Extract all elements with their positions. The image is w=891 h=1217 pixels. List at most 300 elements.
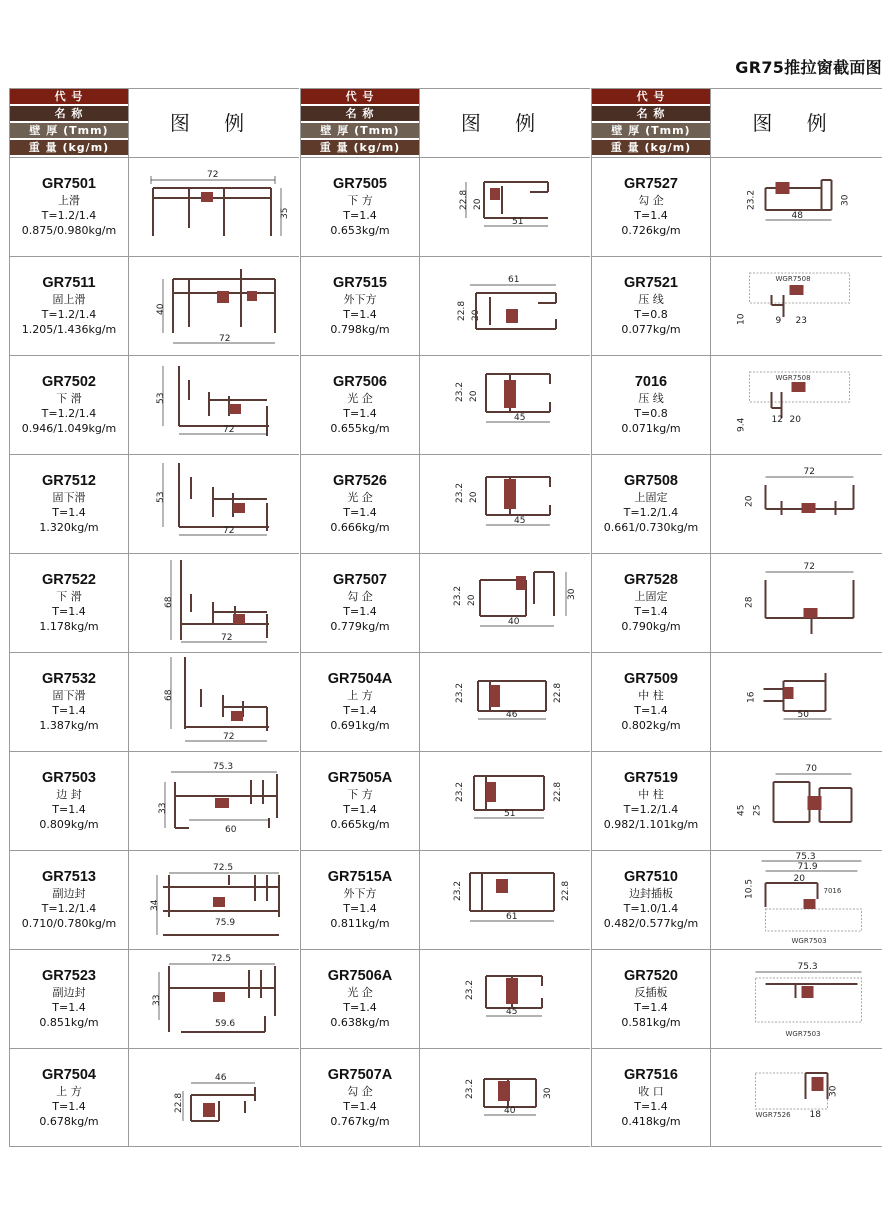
profile-info xyxy=(10,158,128,256)
profile-row xyxy=(301,652,590,751)
header-weight: 重 量 (kg/m) xyxy=(301,140,419,155)
profile-weight: 0.802kg/m xyxy=(621,719,681,732)
profile-drawing xyxy=(419,752,590,850)
profile-name: 勾 企 xyxy=(347,590,373,603)
dim-label: 51 xyxy=(504,809,516,819)
dim-label: 20 xyxy=(469,491,479,503)
profile-weight: 0.798kg/m xyxy=(330,323,390,336)
header-figure: 图 例 xyxy=(419,89,590,157)
dim-label: 75.3 xyxy=(797,962,818,972)
dim-label: 40 xyxy=(156,303,166,315)
profile-table-2 xyxy=(300,88,590,1147)
profile-drawing xyxy=(710,950,882,1048)
profile-info xyxy=(301,950,419,1048)
profile-code: GR7501 xyxy=(41,176,96,192)
header-thickness: 壁 厚 (Tmm) xyxy=(10,123,128,138)
profile-weight: 0.790kg/m xyxy=(621,620,681,633)
dim-label: 45 xyxy=(514,516,526,526)
profile-thickness: T=1.4 xyxy=(52,803,86,816)
profile-name: 下 滑 xyxy=(56,590,82,603)
dim-label: 50 xyxy=(797,710,809,720)
dim-label: 61 xyxy=(508,275,520,285)
profile-name: 压 线 xyxy=(638,293,664,306)
dim-label: 7016 xyxy=(823,887,842,895)
profile-name: 上滑 xyxy=(58,194,80,207)
profile-name: 光 企 xyxy=(347,491,373,504)
profile-row xyxy=(301,949,590,1048)
profile-drawing xyxy=(710,257,882,355)
dim-label: 40 xyxy=(508,617,520,627)
dim-label: 46 xyxy=(506,710,518,720)
profile-row xyxy=(10,652,299,751)
header-code: 代 号 xyxy=(301,89,419,104)
profile-thickness: T=1.4 xyxy=(343,803,377,816)
dim-label: 45 xyxy=(506,1007,518,1017)
profile-weight: 0.482/0.577kg/m xyxy=(603,917,699,930)
dim-label: 75.3 xyxy=(795,852,816,862)
dim-label: 25 xyxy=(752,804,763,816)
profile-drawing xyxy=(128,1049,299,1147)
profile-info xyxy=(592,554,710,652)
profile-row xyxy=(301,355,590,454)
dim-label: 70 xyxy=(805,764,817,774)
profile-drawing xyxy=(128,653,299,751)
dim-label: 72 xyxy=(219,334,231,344)
dim-label: 46 xyxy=(215,1073,227,1083)
profile-weight: 0.851kg/m xyxy=(39,1016,99,1029)
profile-info xyxy=(301,455,419,553)
profile-code: GR7519 xyxy=(623,770,678,786)
profile-weight: 0.767kg/m xyxy=(330,1115,390,1128)
profile-weight: 0.678kg/m xyxy=(39,1115,99,1128)
header-thickness: 壁 厚 (Tmm) xyxy=(592,123,710,138)
dim-label: 72 xyxy=(223,732,235,742)
header-labels xyxy=(592,89,710,157)
profile-thickness: T=1.4 xyxy=(343,902,377,915)
profile-info xyxy=(592,752,710,850)
profile-weight: 0.809kg/m xyxy=(39,818,99,831)
profile-code: GR7503 xyxy=(41,770,96,786)
dim-label: 9 xyxy=(775,316,782,326)
header-figure: 图 例 xyxy=(128,89,299,157)
dim-label: 72.5 xyxy=(213,863,234,873)
profile-table-1 xyxy=(9,88,299,1147)
profile-weight: 1.320kg/m xyxy=(39,521,99,534)
dim-label: 23.2 xyxy=(455,482,465,503)
profile-name: 上 方 xyxy=(56,1085,82,1098)
profile-name: 光 企 xyxy=(347,986,373,999)
profile-name: 外下方 xyxy=(343,293,377,306)
profile-name: 收 口 xyxy=(638,1085,664,1098)
profile-row xyxy=(301,454,590,553)
dim-label: 30 xyxy=(840,194,851,206)
dim-label: 75.3 xyxy=(213,762,234,772)
profile-drawing xyxy=(419,158,590,256)
profile-thickness: T=0.8 xyxy=(634,308,668,321)
dim-label: 22.8 xyxy=(553,682,563,703)
dim-label: 20 xyxy=(793,874,805,884)
profile-info xyxy=(10,1049,128,1147)
profile-name: 下 方 xyxy=(347,788,373,801)
header-weight: 重 量 (kg/m) xyxy=(10,140,128,155)
dim-label: 23.2 xyxy=(465,979,475,1000)
profile-row xyxy=(10,256,299,355)
profile-code: GR7523 xyxy=(41,968,96,984)
profile-info xyxy=(10,653,128,751)
profile-drawing xyxy=(419,356,590,454)
profile-weight: 1.205/1.436kg/m xyxy=(21,323,117,336)
profile-thickness: T=1.4 xyxy=(52,1100,86,1113)
dim-label: 53 xyxy=(156,491,166,503)
dim-label: 23.2 xyxy=(465,1078,475,1099)
profile-info xyxy=(10,554,128,652)
profile-row xyxy=(301,553,590,652)
profile-drawing xyxy=(710,653,882,751)
dim-label: 28 xyxy=(744,596,755,608)
profile-row xyxy=(10,1048,299,1147)
dim-label: 12 xyxy=(771,415,783,425)
profile-weight: 1.178kg/m xyxy=(39,620,99,633)
profile-row xyxy=(301,1048,590,1147)
profile-row xyxy=(10,157,299,256)
dim-label: 20 xyxy=(473,198,483,210)
profile-info xyxy=(301,257,419,355)
profile-row xyxy=(592,949,882,1048)
dim-label: 33 xyxy=(152,994,162,1006)
profile-thickness: T=1.4 xyxy=(52,506,86,519)
profile-row xyxy=(592,454,882,553)
dim-label: 72 xyxy=(803,467,815,477)
dim-label: 10 xyxy=(736,313,747,325)
dim-label: 71.9 xyxy=(797,862,818,872)
profile-thickness: T=1.4 xyxy=(343,308,377,321)
header-code: 代 号 xyxy=(10,89,128,104)
profile-name: 下 方 xyxy=(347,194,373,207)
profile-weight: 0.661/0.730kg/m xyxy=(603,521,699,534)
dim-label: 22.8 xyxy=(459,189,469,210)
profile-name: 边 封 xyxy=(56,788,82,801)
profile-drawing xyxy=(419,653,590,751)
profile-thickness: T=1.4 xyxy=(343,605,377,618)
profile-info xyxy=(10,851,128,949)
profile-weight: 0.691kg/m xyxy=(330,719,390,732)
header-code: 代 号 xyxy=(592,89,710,104)
profile-drawing xyxy=(710,554,882,652)
profile-drawing xyxy=(128,554,299,652)
dim-label: 22.8 xyxy=(174,1092,184,1113)
profile-thickness: T=1.4 xyxy=(52,704,86,717)
dim-label: 53 xyxy=(156,392,166,404)
dim-label: 23.2 xyxy=(455,682,465,703)
profile-code: GR7509 xyxy=(623,671,678,687)
profile-drawing xyxy=(419,1049,590,1147)
dim-label: 23.2 xyxy=(455,381,465,402)
profile-info xyxy=(301,752,419,850)
profile-row xyxy=(10,949,299,1048)
dim-label: 22.8 xyxy=(553,781,563,802)
profile-weight: 0.655kg/m xyxy=(330,422,390,435)
dim-label: WGR7503 xyxy=(791,937,827,945)
profile-thickness: T=1.2/1.4 xyxy=(41,308,97,321)
dim-label: 33 xyxy=(158,802,168,814)
profile-code: GR7528 xyxy=(623,572,678,588)
profile-row xyxy=(592,1048,882,1147)
profile-code: GR7504 xyxy=(41,1067,96,1083)
profile-code: GR7522 xyxy=(41,572,96,588)
dim-label: 30 xyxy=(828,1085,839,1097)
dim-label: 20 xyxy=(467,594,477,606)
dim-label: 23.2 xyxy=(453,585,463,606)
profile-weight: 0.779kg/m xyxy=(330,620,390,633)
profile-code: GR7507 xyxy=(332,572,387,588)
dim-label: 75.9 xyxy=(215,918,236,928)
profile-code: GR7515A xyxy=(327,869,393,885)
dim-label: 72.5 xyxy=(211,954,232,964)
dim-label: 40 xyxy=(504,1106,516,1116)
profile-drawing xyxy=(419,950,590,1048)
profile-drawing xyxy=(419,851,590,949)
profile-drawing xyxy=(128,257,299,355)
profile-code: GR7526 xyxy=(332,473,387,489)
dim-label: WGR7503 xyxy=(785,1030,821,1038)
dim-label: 23.2 xyxy=(453,880,463,901)
profile-drawing xyxy=(419,554,590,652)
profile-info xyxy=(301,356,419,454)
profile-thickness: T=1.0/1.4 xyxy=(623,902,679,915)
profile-info xyxy=(301,158,419,256)
dim-label: 20 xyxy=(789,415,801,425)
profile-name: 副边封 xyxy=(52,887,86,900)
profile-drawing xyxy=(128,851,299,949)
profile-thickness: T=0.8 xyxy=(634,407,668,420)
dim-label: 9.4 xyxy=(736,417,747,432)
header-thickness: 壁 厚 (Tmm) xyxy=(301,123,419,138)
profile-info xyxy=(10,356,128,454)
profile-thickness: T=1.4 xyxy=(52,1001,86,1014)
profile-code: GR7511 xyxy=(42,275,96,291)
profile-info xyxy=(592,1049,710,1147)
dim-label: 48 xyxy=(791,211,803,221)
dim-label: 45 xyxy=(736,804,747,816)
profile-drawing xyxy=(419,455,590,553)
profile-code: GR7532 xyxy=(41,671,96,687)
profile-thickness: T=1.2/1.4 xyxy=(623,803,679,816)
profile-code: GR7512 xyxy=(41,473,96,489)
profile-thickness: T=1.4 xyxy=(634,605,668,618)
profile-thickness: T=1.2/1.4 xyxy=(623,506,679,519)
profile-weight: 0.982/1.101kg/m xyxy=(603,818,699,831)
profile-name: 外下方 xyxy=(343,887,377,900)
profile-thickness: T=1.4 xyxy=(343,506,377,519)
profile-info xyxy=(592,455,710,553)
profile-name: 上固定 xyxy=(634,590,668,603)
dim-label: 20 xyxy=(744,495,755,507)
profile-name: 上固定 xyxy=(634,491,668,504)
profile-row xyxy=(10,751,299,850)
profile-thickness: T=1.4 xyxy=(634,704,668,717)
profile-name: 压 线 xyxy=(638,392,664,405)
profile-row xyxy=(301,751,590,850)
dim-label: 18 xyxy=(809,1110,821,1120)
profile-name: 边封插板 xyxy=(629,887,673,900)
profile-drawing xyxy=(128,356,299,454)
profile-table-3 xyxy=(591,88,882,1147)
profile-code: GR7505A xyxy=(327,770,393,786)
profile-row xyxy=(592,652,882,751)
profile-drawing xyxy=(128,950,299,1048)
profile-weight: 0.666kg/m xyxy=(330,521,390,534)
profile-code: GR7515 xyxy=(332,275,387,291)
profile-weight: 0.071kg/m xyxy=(621,422,681,435)
profile-info xyxy=(301,851,419,949)
profile-drawing xyxy=(128,455,299,553)
dim-label: 30 xyxy=(567,588,577,600)
dim-label: 23 xyxy=(795,316,807,326)
header-labels xyxy=(301,89,419,157)
dim-label: 34 xyxy=(150,899,160,911)
header-name: 名 称 xyxy=(10,106,128,121)
profile-row xyxy=(10,553,299,652)
profile-name: 固上滑 xyxy=(52,293,86,306)
profile-weight: 0.710/0.780kg/m xyxy=(21,917,117,930)
profile-code: GR7527 xyxy=(623,176,678,192)
header-figure: 图 例 xyxy=(710,89,882,157)
profile-thickness: T=1.4 xyxy=(343,407,377,420)
profile-name: 固下滑 xyxy=(52,689,86,702)
profile-row xyxy=(301,157,590,256)
profile-drawing xyxy=(710,356,882,454)
dim-label: 23.2 xyxy=(455,781,465,802)
profile-drawing xyxy=(128,752,299,850)
profile-row xyxy=(10,850,299,949)
profile-row xyxy=(592,157,882,256)
profile-drawing xyxy=(710,752,882,850)
dim-label: 22.8 xyxy=(561,880,571,901)
profile-row xyxy=(301,850,590,949)
profile-info xyxy=(592,851,710,949)
profile-code: GR7502 xyxy=(41,374,96,390)
profile-info xyxy=(592,158,710,256)
profile-info xyxy=(301,554,419,652)
dim-label: 72 xyxy=(207,170,219,180)
profile-row xyxy=(10,454,299,553)
profile-thickness: T=1.4 xyxy=(343,209,377,222)
profile-weight: 0.077kg/m xyxy=(621,323,681,336)
dim-label: WGR7508 xyxy=(775,374,811,382)
profile-row xyxy=(592,553,882,652)
profile-code: 7016 xyxy=(634,374,668,390)
dim-label: 72 xyxy=(223,526,235,536)
profile-name: 反插板 xyxy=(634,986,668,999)
profile-code: GR7506 xyxy=(332,374,387,390)
table-header xyxy=(592,89,882,157)
profile-name: 下 滑 xyxy=(56,392,82,405)
dim-label: 45 xyxy=(514,413,526,423)
profile-code: GR7513 xyxy=(41,869,96,885)
profile-thickness: T=1.4 xyxy=(634,1100,668,1113)
dim-label: 16 xyxy=(746,691,757,703)
profile-name: 中 柱 xyxy=(638,689,664,702)
profile-weight: 0.581kg/m xyxy=(621,1016,681,1029)
profile-thickness: T=1.2/1.4 xyxy=(41,407,97,420)
profile-row xyxy=(10,355,299,454)
dim-label: 61 xyxy=(506,912,518,922)
dim-label: WGR7526 xyxy=(755,1111,791,1119)
profile-thickness: T=1.4 xyxy=(343,1100,377,1113)
dim-label: 35 xyxy=(280,207,290,219)
dim-label: 68 xyxy=(164,689,174,701)
profile-weight: 0.418kg/m xyxy=(621,1115,681,1128)
profile-thickness: T=1.4 xyxy=(634,1001,668,1014)
profile-name: 勾 企 xyxy=(638,194,664,207)
profile-code: GR7506A xyxy=(327,968,393,984)
profile-thickness: T=1.4 xyxy=(343,1001,377,1014)
profile-weight: 0.811kg/m xyxy=(330,917,390,930)
profile-code: GR7516 xyxy=(623,1067,678,1083)
profile-thickness: T=1.2/1.4 xyxy=(41,902,97,915)
profile-row xyxy=(301,256,590,355)
profile-name: 中 柱 xyxy=(638,788,664,801)
profile-info xyxy=(592,653,710,751)
profile-row xyxy=(592,256,882,355)
dim-label: 10.5 xyxy=(744,878,755,899)
dim-label: 60 xyxy=(225,825,237,835)
dim-label: 72 xyxy=(803,562,815,572)
profile-code: GR7521 xyxy=(623,275,678,291)
dim-label: 30 xyxy=(543,1087,553,1099)
profile-thickness: T=1.4 xyxy=(634,209,668,222)
header-name: 名 称 xyxy=(592,106,710,121)
dim-label: 72 xyxy=(223,425,235,435)
profile-info xyxy=(301,653,419,751)
profile-thickness: T=1.4 xyxy=(343,704,377,717)
dim-label: 20 xyxy=(469,390,479,402)
profile-info xyxy=(592,356,710,454)
dim-label: 68 xyxy=(164,596,174,608)
profile-name: 副边封 xyxy=(52,986,86,999)
profile-info xyxy=(10,455,128,553)
profile-drawing xyxy=(710,1049,882,1147)
profile-code: GR7507A xyxy=(327,1067,393,1083)
page-title: GR75推拉窗截面图 xyxy=(735,58,882,77)
profile-weight: 0.653kg/m xyxy=(330,224,390,237)
profile-drawing xyxy=(710,158,882,256)
profile-code: GR7510 xyxy=(623,869,678,885)
profile-weight: 0.665kg/m xyxy=(330,818,390,831)
profile-code: GR7508 xyxy=(623,473,678,489)
profile-info xyxy=(10,752,128,850)
profile-name: 固下滑 xyxy=(52,491,86,504)
profile-weight: 0.726kg/m xyxy=(621,224,681,237)
profile-drawing xyxy=(710,851,882,949)
dim-label: WGR7508 xyxy=(775,275,811,283)
profile-weight: 1.387kg/m xyxy=(39,719,99,732)
profile-drawing xyxy=(710,455,882,553)
profile-code: GR7504A xyxy=(327,671,393,687)
profile-info xyxy=(10,950,128,1048)
dim-label: 22.8 xyxy=(457,300,467,321)
dim-label: 51 xyxy=(512,217,524,227)
table-header xyxy=(301,89,590,157)
header-name: 名 称 xyxy=(301,106,419,121)
header-labels xyxy=(10,89,128,157)
profile-info xyxy=(10,257,128,355)
dim-label: 72 xyxy=(221,633,233,643)
dim-label: 59.6 xyxy=(215,1019,236,1029)
profile-name: 勾 企 xyxy=(347,1085,373,1098)
profile-thickness: T=1.4 xyxy=(52,605,86,618)
profile-weight: 0.875/0.980kg/m xyxy=(21,224,117,237)
